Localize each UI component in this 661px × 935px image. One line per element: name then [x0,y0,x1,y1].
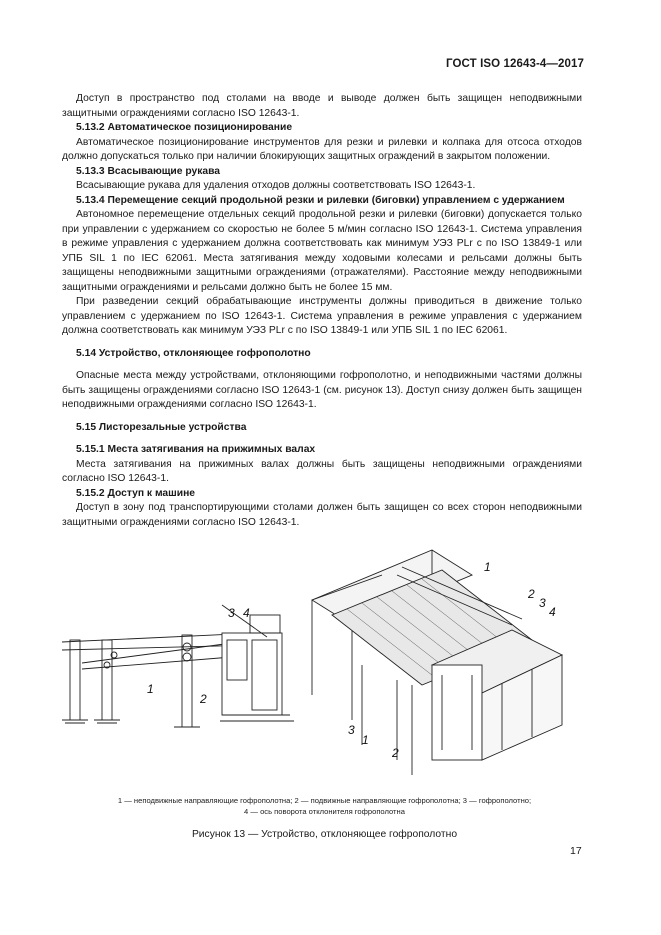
section-heading: 5.15.1 Места затягивания на прижимных валах [76,444,316,455]
paragraph: Автономное перемещение отдельных секций продольной резки и рилевки (биговки) допускается только при управлении с удержанием со скоростью не более 5 м/мин согласно ISO 12643-1. Система управления в режиме управления с удержанием должна соответствовать как минимум УЭЗ PLr с по ISO 13849-1 или УПБ SIL 1 по IEC 62061. Места затягивания между ходовыми колесами и рельсами должны быть защищены неподвижными защитными ограждениями (отражателями). Расстояние между неподвижными защитными ограждениями и рельсами должно быть не более 15 мм. [62,209,582,293]
section-heading: 5.15 Листорезальные устройства [76,421,247,433]
spacer [62,339,582,347]
label-r-3b: 3 [348,723,355,737]
paragraph: Доступ в зону под транспортирующими столами должен быть защищен со всех сторон неподвижными защитными ограждениями согласно ISO 12643-1. [62,502,582,528]
section-heading: 5.13.4 Перемещение секций продольной резки и рилевки (биговки) управлением с удержанием [76,194,565,206]
paragraph: При разведении секций обрабатывающие инструменты должны приводиться в движение только управлением с удержанием по ISO 12643-1. Система управления в режиме управления с удержанием должна соответствовать как минимум УЭЗ PLr c по ISO 13849-1 или УПБ SIL 1 по IEC 62061. [62,296,582,336]
label-r-3: 3 [539,596,546,610]
section-heading: 5.13.2 Автоматическое позиционирование [76,122,293,133]
label-r-2: 2 [528,587,535,601]
paragraph: Доступ в пространство под столами на вводе и выводе должен быть защищен неподвижными защитными ограждениями согласно ISO 12643-1. [62,93,582,119]
label-r-1b: 1 [362,733,369,747]
right-isometric-view [312,550,562,775]
label-1: 1 [147,682,154,696]
label-r-4: 4 [549,605,556,619]
spacer [62,413,582,421]
main-text [62,92,582,530]
figure-13-drawing [62,545,587,790]
paragraph: Опасные места между устройствами, отклоняющими гофрополотно, и неподвижными частями должны быть защищены ограждениями согласно ISO 12643-1 (см. рисунок 13). Доступ снизу должен быть защищен неподвижными ограждениями согласно ISO 12643-1. [62,370,582,410]
figure-legend [62,795,587,817]
label-4: 4 [243,606,250,620]
legend-line-1: 1 — неподвижные направляющие гофрополотна; 2 — подвижные направляющие гофрополотна; 3 — гофрополотно; [117,796,532,805]
page-number: 17 [570,845,582,857]
left-side-view [62,605,294,727]
section-heading: 5.14 Устройство, отклоняющее гофрополотно [76,347,311,359]
legend-line-2: 4 — ось поворота отклонителя гофрополотна [244,807,405,816]
label-2: 2 [200,692,207,706]
section-heading: 5.15.2 Доступ к машине [76,487,196,499]
label-3: 3 [228,606,235,620]
label-r-2b: 2 [392,746,399,760]
spacer [62,435,582,443]
paragraph: Автоматическое позиционирование инструментов для резки и рилевки и колпака для отсоса отходов должно допускаться только при наличии блокирующих защитных ограждений в закрытом положении. [62,136,582,162]
paragraph: Места затягивания на прижимных валах должны быть защищены неподвижными ограждениями согласно ISO 12643-1. [62,458,582,484]
label-r-1: 1 [484,560,491,574]
spacer [62,361,582,369]
document-id: ГОСТ ISO 12643-4—2017 [446,58,584,70]
paragraph: Всасывающие рукава для удаления отходов должны соответствовать ISO 12643-1. [76,180,476,191]
section-heading: 5.13.3 Всасывающие рукава [76,165,221,177]
figure-caption: Рисунок 13 — Устройство, отклоняющее гофрополотно [191,829,458,840]
